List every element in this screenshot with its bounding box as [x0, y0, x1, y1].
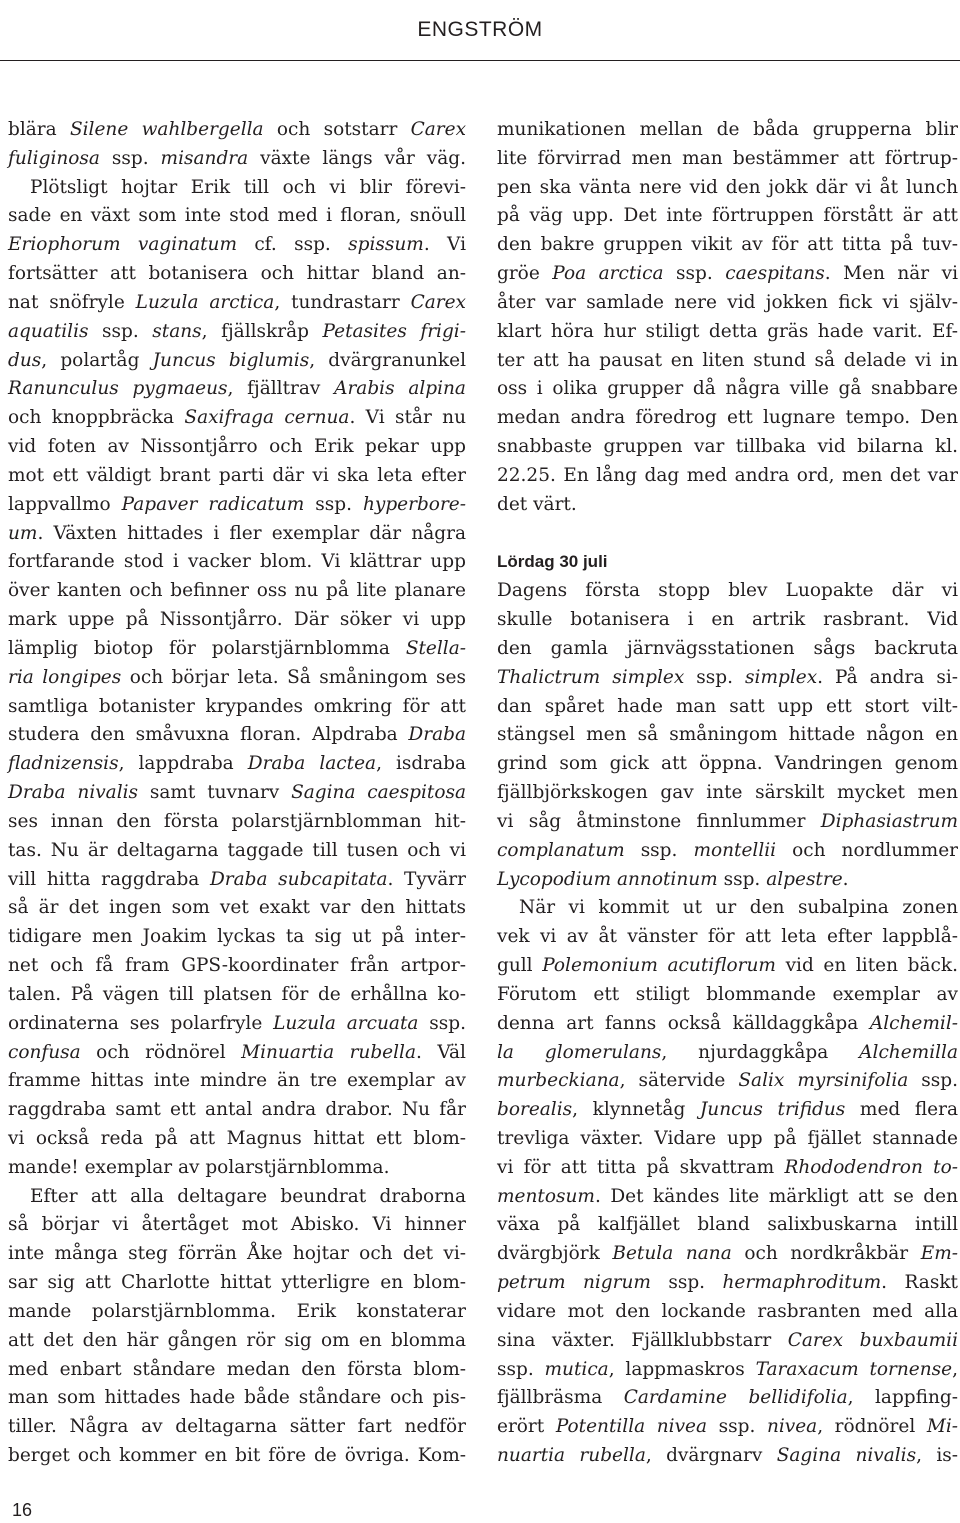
- text-run: ssp.: [684, 666, 746, 688]
- text-run: ssp.: [304, 493, 363, 515]
- paragraph: [497, 116, 958, 520]
- text-run: den gamla järnvägsstationen sågs backruta: [497, 637, 958, 659]
- text-run: . Det kändes lite märkligt att se den: [594, 1185, 958, 1207]
- text-run: Plötsligt hojtar Erik till och vi blir förevi-: [30, 176, 466, 198]
- text-line: [497, 174, 958, 203]
- paragraph: [8, 1183, 466, 1471]
- text-run: sina växter. Fjällklubbstarr: [497, 1329, 788, 1351]
- italic-species-name: Carex buxbaumii: [787, 1329, 958, 1351]
- text-run: fjällbräsma: [497, 1387, 624, 1409]
- text-line: [497, 462, 958, 491]
- text-run: det värt.: [497, 493, 577, 515]
- text-line: [497, 1413, 958, 1442]
- text-line: [497, 1442, 958, 1471]
- text-run: trevliga växter. Vidare upp på fjället stannade: [497, 1127, 958, 1149]
- text-run: inte många steg förrän Åke hojtar och det vi-: [8, 1243, 466, 1265]
- text-line: [8, 635, 466, 664]
- text-run: och knoppbräcka: [8, 407, 185, 429]
- text-run: mande polarstjärnblomma. Erik konstaterar: [8, 1300, 466, 1322]
- text-run: , dvärgnarv: [645, 1445, 777, 1467]
- text-line: [497, 491, 958, 520]
- italic-species-name: Luzula arcuata: [273, 1012, 419, 1034]
- text-run: nat snöfryle: [8, 291, 136, 313]
- text-line: [8, 1442, 466, 1471]
- italic-species-name: Sagina caespitosa: [291, 782, 466, 804]
- italic-species-name: Carex: [410, 119, 467, 140]
- text-line: [8, 808, 466, 837]
- italic-species-name: Draba nivalis: [8, 782, 139, 804]
- text-line: [497, 202, 958, 231]
- italic-species-name: fuliginosa: [8, 147, 100, 169]
- text-line: [8, 1096, 466, 1125]
- text-line: [8, 606, 466, 635]
- italic-species-name: Betula nana: [612, 1243, 732, 1265]
- text-line: [8, 404, 466, 433]
- text-run: studera den småvuxna floran. Alpdraba: [8, 724, 409, 746]
- text-run: över kanten och befinner oss nu på lite planare: [8, 580, 466, 602]
- text-run: att det den här gången rör sig om en blomma: [8, 1329, 466, 1351]
- text-run: . Vi: [423, 234, 466, 256]
- text-line: [8, 289, 466, 318]
- text-run: vi också reda på att Magnus hittat ett blom-: [8, 1127, 466, 1149]
- text-line: [497, 721, 958, 750]
- italic-species-name: Minuartia rubella: [241, 1041, 416, 1063]
- text-line: [8, 779, 466, 808]
- text-run: ssp.: [624, 839, 694, 861]
- text-run: 22.25. En lång dag med andra ord, men det var: [497, 464, 958, 486]
- text-line: [497, 894, 958, 923]
- text-line: [497, 1125, 958, 1154]
- italic-species-name: Draba: [408, 724, 466, 746]
- text-run: , isdraba: [376, 753, 466, 775]
- text-line: [497, 779, 958, 808]
- text-run: mot ett väldigt brant parti där vi ska leta efter: [8, 464, 466, 486]
- text-line: [497, 1211, 958, 1240]
- text-line: [8, 750, 466, 779]
- italic-species-name: caespitans: [725, 263, 825, 285]
- italic-species-name: Taraxacum tornense: [755, 1358, 953, 1380]
- text-line: [8, 1327, 466, 1356]
- text-line: [497, 664, 958, 693]
- text-line: [497, 750, 958, 779]
- text-run: skulle botanisera i en artrik rasbrant. Vid: [497, 609, 958, 631]
- text-run: När vi kommit ut ur den subalpina zonen: [519, 897, 958, 919]
- text-line: [8, 693, 466, 722]
- text-line: [8, 347, 466, 376]
- text-run: . På andra si-: [817, 666, 958, 688]
- italic-species-name: Carex: [410, 291, 466, 313]
- text-line: [8, 375, 466, 404]
- italic-species-name: mutica: [544, 1358, 609, 1380]
- text-run: .: [842, 868, 849, 890]
- text-run: net och få fram GPS-koordinater från artpor-: [8, 955, 466, 977]
- text-run: ssp.: [908, 1070, 958, 1092]
- text-run: gull: [497, 955, 543, 977]
- text-line: [8, 1384, 466, 1413]
- text-run: lämplig biotop för polarstjärnblomma: [8, 637, 406, 659]
- text-run: tidigare men Joakim lyckas ta sig ut på inter-: [8, 926, 466, 948]
- page-number: 16: [12, 1500, 33, 1520]
- text-run: , dvärgranunkel: [309, 349, 466, 371]
- text-run: berget och kommer en bit före de övriga. Kom-: [8, 1445, 466, 1467]
- text-line: [8, 433, 466, 462]
- text-run: fjällbjörkskogen gav inte särskilt mycket men: [497, 782, 958, 804]
- italic-species-name: Alchemil-: [869, 1012, 958, 1034]
- text-line: [8, 318, 466, 347]
- text-line: [8, 1154, 466, 1183]
- text-run: vi såg åtminstone finnlummer: [497, 810, 821, 832]
- text-run: , sätervide: [619, 1070, 739, 1092]
- italic-species-name: spissum: [348, 234, 424, 256]
- text-line: [497, 635, 958, 664]
- text-line: [8, 923, 466, 952]
- italic-species-name: petrum nigrum: [497, 1272, 651, 1294]
- text-run: mark uppe på Nissontjårro. Där söker vi upp: [8, 609, 466, 631]
- italic-species-name: la glomerulans: [497, 1041, 662, 1063]
- text-run: . Vi står nu: [349, 407, 466, 429]
- text-run: ssp.: [418, 1012, 466, 1034]
- italic-species-name: Draba subcapitata: [209, 868, 388, 890]
- text-run: vidare mot den lockande rasbranten med alla: [497, 1300, 958, 1322]
- text-line: [497, 606, 958, 635]
- text-run: och rödnörel: [80, 1041, 242, 1063]
- text-run: munikationen mellan de båda grupperna blir: [497, 119, 958, 140]
- text-run: mande! exemplar av polarstjärnblomma.: [8, 1156, 390, 1178]
- text-run: , lappfing-: [847, 1387, 958, 1409]
- text-run: . Väl: [416, 1041, 466, 1063]
- italic-species-name: alpestre: [766, 868, 843, 890]
- text-line: [8, 1298, 466, 1327]
- text-run: man som hittades hade både ståndare och pis-: [8, 1387, 466, 1409]
- text-run: tiller. Några av deltagarna sätter fart nedför: [8, 1416, 466, 1438]
- text-run: på väg upp. Det inte förtruppen förstått är att: [497, 205, 958, 227]
- text-run: vek vi av åt vänster för att leta efter lappblå-: [497, 926, 958, 948]
- text-run: vid foten av Nissontjårro och Erik pekar upp: [8, 436, 466, 458]
- italic-species-name: hermaphroditum: [722, 1272, 882, 1294]
- header-rule: [0, 60, 960, 61]
- text-run: vill hitta raggdraba: [8, 868, 210, 890]
- text-run: sar sig att Charlotte hittat ytterligre en blom-: [8, 1272, 466, 1294]
- italic-species-name: misandra: [160, 147, 249, 169]
- italic-species-name: Sagina nivalis: [776, 1445, 917, 1467]
- text-line: [497, 981, 958, 1010]
- text-line: [8, 952, 466, 981]
- text-line: [8, 260, 466, 289]
- italic-species-name: mentosum: [497, 1185, 595, 1207]
- text-line: [497, 231, 958, 260]
- text-run: Dagens första stopp blev Luopakte där vi: [497, 580, 958, 602]
- text-line: [8, 664, 466, 693]
- text-run: ordinaterna ses polarfryle: [8, 1012, 274, 1034]
- italic-species-name: dus: [8, 349, 42, 371]
- text-line: [497, 433, 958, 462]
- text-run: och nordkråkbär: [731, 1243, 921, 1265]
- text-run: så är det ingen som vet exakt var den hittats: [8, 897, 466, 919]
- text-run: stängsel men så småningom hittade någon en: [497, 724, 958, 746]
- text-line: [8, 202, 466, 231]
- text-line: [8, 1413, 466, 1442]
- paragraph: [8, 116, 466, 174]
- italic-species-name: hyperbore-: [362, 493, 466, 515]
- italic-species-name: Cardamine bellidifolia: [623, 1387, 848, 1409]
- text-line: [8, 1211, 466, 1240]
- text-line: [8, 1010, 466, 1039]
- text-run: lappvallmo: [8, 493, 122, 515]
- right-column: [497, 116, 958, 1471]
- running-head: ENGSTRÖM: [417, 18, 543, 41]
- text-run: fortfarande stod i vacker blom. Vi klättrar upp: [8, 551, 466, 573]
- text-run: . Tyvärr: [387, 868, 466, 890]
- italic-species-name: Salix myrsinifolia: [738, 1070, 909, 1092]
- italic-species-name: Draba lactea: [247, 753, 377, 775]
- text-run: vi för att titta på skvattram: [497, 1156, 785, 1178]
- text-run: ssp.: [717, 868, 767, 890]
- text-run: oss i olika grupper då några ville gå snabbare: [497, 378, 958, 400]
- text-line: [8, 981, 466, 1010]
- italic-species-name: Stella-: [405, 637, 466, 659]
- text-line: [8, 520, 466, 549]
- text-line: [8, 1240, 466, 1269]
- italic-species-name: Rhododendron to-: [784, 1156, 958, 1178]
- text-run: vid en liten bäck.: [775, 955, 958, 977]
- text-line: [497, 837, 958, 866]
- italic-species-name: Lycopodium annotinum: [497, 868, 718, 890]
- text-run: erört: [497, 1416, 556, 1438]
- text-run: den bakre gruppen vikit av för att titta på tuv-: [497, 234, 958, 256]
- italic-species-name: Juncus biglumis: [152, 349, 310, 371]
- text-line: [497, 289, 958, 318]
- text-line: [497, 375, 958, 404]
- italic-species-name: stans: [152, 320, 202, 342]
- italic-species-name: nuartia rubella: [497, 1445, 646, 1467]
- italic-species-name: Potentilla nivea: [555, 1416, 708, 1438]
- text-run: ssp.: [650, 1272, 723, 1294]
- text-run: grind som gick att öppna. Vandringen genom: [497, 753, 958, 775]
- text-line: [8, 894, 466, 923]
- text-line: [8, 548, 466, 577]
- italic-species-name: Luzula arctica: [135, 291, 275, 313]
- italic-species-name: nivea: [766, 1416, 818, 1438]
- text-line: [8, 866, 466, 895]
- text-run: åter var samlade nere vid jokken fick vi själv-: [497, 291, 958, 313]
- text-line: [8, 491, 466, 520]
- paragraph: [497, 894, 958, 1471]
- text-run: , tundrastarr: [274, 291, 411, 313]
- italic-species-name: aquatilis: [8, 320, 89, 342]
- text-run: ssp.: [497, 1358, 545, 1380]
- text-run: framme hittas inte mindre än tre exemplar av: [8, 1070, 466, 1092]
- text-line: [497, 1298, 958, 1327]
- italic-species-name: Eriophorum vaginatum: [8, 234, 237, 256]
- italic-species-name: Saxifraga cernua: [184, 407, 350, 429]
- text-run: dan spåret hade man satt upp ett stort vilt-: [497, 695, 958, 717]
- text-run: ssp.: [707, 1416, 767, 1438]
- text-line: [497, 260, 958, 289]
- text-run: tas. Nu är deltagarna taggade till tusen och vi: [8, 839, 466, 861]
- text-run: , lappmaskros: [608, 1358, 756, 1380]
- text-run: ,: [952, 1358, 959, 1380]
- text-line: [8, 116, 466, 145]
- text-line: [8, 462, 466, 491]
- text-line: [497, 1039, 958, 1068]
- text-line: [497, 1327, 958, 1356]
- text-line: [8, 1067, 466, 1096]
- text-run: samt tuvnarv: [138, 782, 292, 804]
- italic-species-name: confusa: [8, 1041, 81, 1063]
- paragraph: [8, 174, 466, 1183]
- italic-species-name: Em-: [920, 1243, 958, 1265]
- text-run: , fjälltrav: [227, 378, 335, 400]
- text-run: ssp.: [88, 320, 153, 342]
- text-line: [497, 1269, 958, 1298]
- italic-species-name: Ranunculus pygmaeus: [8, 378, 228, 400]
- text-line: [8, 1039, 466, 1068]
- text-line: [8, 174, 466, 203]
- text-run: talen. På vägen till platsen för de erhållna ko-: [8, 983, 466, 1005]
- text-run: . Växten hittades i fler exemplar där några: [37, 522, 466, 544]
- text-run: . Men när vi: [824, 263, 958, 285]
- text-run: sade en växt som inte stod med i floran, snöull: [8, 205, 466, 227]
- text-line: [497, 1154, 958, 1183]
- text-run: och nordlummer: [776, 839, 958, 861]
- text-line: [497, 866, 958, 895]
- text-line: [8, 231, 466, 260]
- text-run: blära: [8, 119, 70, 140]
- text-run: med flera: [845, 1099, 958, 1121]
- italic-species-name: Arabis alpina: [334, 378, 466, 400]
- text-run: Förutom ett stiligt blommande exemplar av: [497, 983, 958, 1005]
- text-run: Efter att alla deltagare beundrat draborna: [30, 1185, 466, 1207]
- text-run: ses innan den första polarstjärnblomman hit-: [8, 810, 466, 832]
- text-line: [8, 145, 466, 174]
- text-run: cf. ssp.: [237, 234, 349, 256]
- text-run: med enbart ståndare medan den första blom-: [8, 1358, 466, 1380]
- text-run: denna art fanns också källdaggkåpa: [497, 1012, 870, 1034]
- italic-species-name: Juncus trifidus: [699, 1099, 846, 1121]
- text-line: [497, 116, 958, 145]
- text-run: klart höra hur stiligt detta gräs hade varit. Ef-: [497, 320, 958, 342]
- italic-species-name: montellii: [693, 839, 777, 861]
- text-line: [8, 1269, 466, 1298]
- text-run: snabbaste gruppen var tillbaka vid bilarna kl.: [497, 436, 958, 458]
- text-run: fortsätter att botanisera och hittar bland an-: [8, 263, 466, 285]
- italic-species-name: Silene wahlbergella: [69, 119, 264, 140]
- text-run: så börjar vi återtåget mot Abisko. Vi hinner: [8, 1214, 466, 1236]
- text-run: , fjällskråp: [201, 320, 323, 342]
- text-line: [8, 721, 466, 750]
- text-run: och sotstarr: [263, 119, 411, 140]
- text-line: [497, 577, 958, 606]
- text-run: . Raskt: [881, 1272, 958, 1294]
- text-run: raggdraba samt ett antal andra drabor. Nu får: [8, 1099, 466, 1121]
- text-run: dvärgbjörk: [497, 1243, 613, 1265]
- text-line: [497, 923, 958, 952]
- italic-species-name: borealis: [497, 1099, 573, 1121]
- text-run: pen ska vänta nere vid den jokk där vi åt lunch: [497, 176, 958, 198]
- text-run: , njurdaggkåpa: [661, 1041, 860, 1063]
- italic-species-name: Diphasiastrum: [820, 810, 958, 832]
- text-run: , lappdraba: [118, 753, 248, 775]
- paragraph: [497, 577, 958, 894]
- text-run: gröe: [497, 263, 553, 285]
- italic-species-name: complanatum: [497, 839, 625, 861]
- italic-species-name: fladnizensis: [8, 753, 119, 775]
- text-run: samtliga botanister krypandes omkring för att: [8, 695, 466, 717]
- section-heading: Lördag 30 juli: [497, 552, 608, 572]
- text-run: medan andra föredrog ett lugnare tempo. Den: [497, 407, 958, 429]
- text-run: och börjar leta. Så småningom ses: [121, 666, 466, 688]
- text-line: [497, 1240, 958, 1269]
- text-line: [497, 1010, 958, 1039]
- text-line: [497, 1183, 958, 1212]
- italic-species-name: Petasites frigi-: [322, 320, 466, 342]
- text-run: , klynnetåg: [572, 1099, 700, 1121]
- text-line: [8, 1356, 466, 1385]
- text-line: [8, 577, 466, 606]
- text-run: ssp.: [99, 147, 161, 169]
- text-run: ssp.: [663, 263, 726, 285]
- text-line: [497, 808, 958, 837]
- text-run: ter att ha pausat en liten stund så delade vi in: [497, 349, 958, 371]
- text-run: , is-: [916, 1445, 958, 1467]
- text-run: lite förvirrad men man bestämmer att förtrup-: [497, 147, 958, 169]
- text-line: [497, 145, 958, 174]
- text-run: växte längs vår väg.: [248, 147, 466, 169]
- text-line: [497, 693, 958, 722]
- italic-species-name: simplex: [745, 666, 818, 688]
- text-line: [497, 318, 958, 347]
- text-line: [497, 404, 958, 433]
- italic-species-name: Alchemilla: [859, 1041, 958, 1063]
- italic-species-name: Thalictrum simplex: [497, 666, 685, 688]
- italic-species-name: murbeckiana: [497, 1070, 620, 1092]
- italic-species-name: Polemonium acutiflorum: [542, 955, 776, 977]
- text-line: [497, 1384, 958, 1413]
- text-line: [497, 952, 958, 981]
- text-run: , polartåg: [41, 349, 153, 371]
- text-line: [8, 1125, 466, 1154]
- italic-species-name: Papaver radicatum: [121, 493, 305, 515]
- text-line: [497, 1356, 958, 1385]
- text-line: [8, 1183, 466, 1212]
- text-line: [497, 1096, 958, 1125]
- text-line: [8, 837, 466, 866]
- text-run: , rödnörel: [817, 1416, 927, 1438]
- text-line: [497, 1067, 958, 1096]
- italic-species-name: Poa arctica: [552, 263, 664, 285]
- italic-species-name: Mi-: [926, 1416, 958, 1438]
- left-column: [8, 116, 466, 1471]
- italic-species-name: ria longipes: [8, 666, 122, 688]
- text-line: [497, 347, 958, 376]
- text-run: växa på kalfjället bland salixbuskarna intill: [497, 1214, 958, 1236]
- italic-species-name: um: [8, 522, 38, 544]
